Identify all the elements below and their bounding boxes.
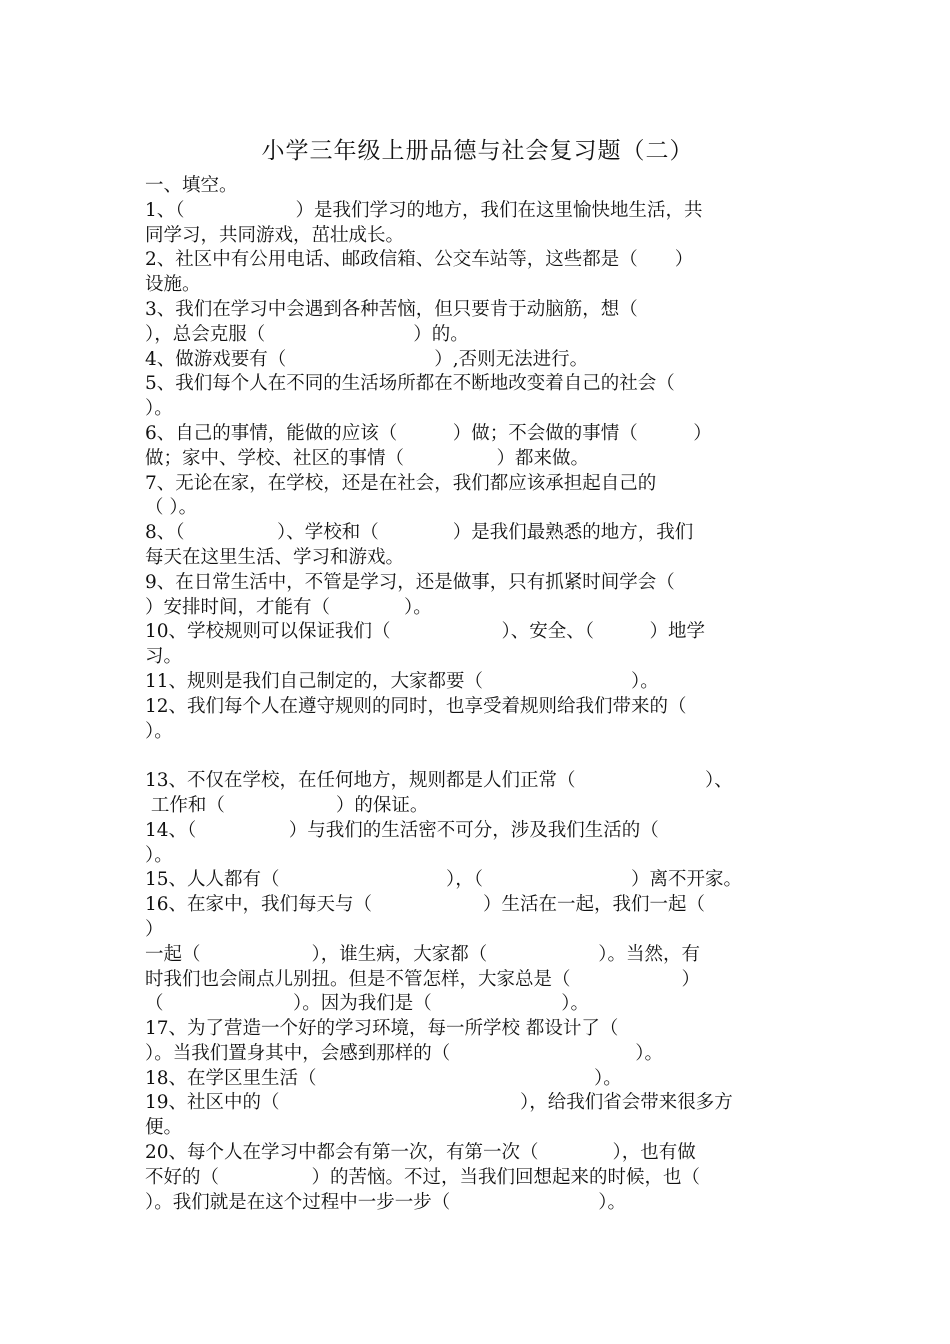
question-list bbox=[145, 199, 810, 1216]
question-line: 6、自己的事情，能做的应该（ ）做；不会做的事情（ ） bbox=[145, 422, 712, 444]
question-line: ）。 bbox=[145, 720, 173, 742]
question-line: 不好的（ ）的苦恼。不过，当我们回想起来的时候，也（ bbox=[145, 1166, 701, 1188]
question-line: 8、（ ）、学校和（ ）是我们最熟悉的地方，我们 bbox=[145, 522, 694, 544]
question-line: 每天在这里生活、学习和游戏。 bbox=[145, 546, 405, 568]
question-line: 13、不仅在学校，在任何地方，规则都是人们正常（ ）、 bbox=[145, 770, 733, 792]
question-line: 10、学校规则可以保证我们（ ）、安全、（ ）地学 bbox=[145, 621, 706, 643]
question-line: 15、人人都有（ ），（ ）离不开家。 bbox=[145, 869, 743, 891]
question-line: 20、每个人在学习中都会有第一次，有第一次（ ），也有做 bbox=[145, 1142, 696, 1164]
question-line: 1、（ ）是我们学习的地方，我们在这里愉快地生活，共 bbox=[145, 199, 703, 221]
question-line: ），总会克服（ ）的。 bbox=[145, 323, 469, 345]
question-line: 做；家中、学校、社区的事情（ ）都来做。 bbox=[145, 447, 590, 469]
question-line: 5、我们每个人在不同的生活场所都在不断地改变着自己的社会（ bbox=[145, 373, 675, 395]
question-line: 7、无论在家，在学校，还是在社会，我们都应该承担起自己的 bbox=[145, 472, 657, 494]
question-line: （ ）。因为我们是（ ）。 bbox=[145, 993, 590, 1015]
question-line: 16、在家中，我们每天与（ ）生活在一起，我们一起（ bbox=[145, 894, 706, 916]
section-heading: 一、填空。 bbox=[145, 175, 238, 196]
question-line: ）。 bbox=[145, 398, 173, 420]
question-line: 2、社区中有公用电话、邮政信箱、公交车站等，这些都是（ ） bbox=[145, 249, 694, 271]
question-line: 习。 bbox=[145, 646, 183, 668]
question-line: 同学习，共同游戏，茁壮成长。 bbox=[145, 224, 405, 246]
question-line: 时我们也会闹点儿别扭。但是不管怎样，大家总是（ ） bbox=[145, 968, 701, 990]
question-line: 17、为了营造一个好的学习环境，每一所学校 都设计了（ bbox=[145, 1018, 619, 1040]
question-line: ）。当我们置身其中，会感到那样的（ ）。 bbox=[145, 1042, 664, 1064]
question-line: ）。 bbox=[145, 844, 173, 866]
question-line: 一起（ ），谁生病，大家都（ ）。当然，有 bbox=[145, 943, 701, 965]
question-line bbox=[145, 744, 810, 769]
question-line: 14、（ ）与我们的生活密不可分，涉及我们生活的（ bbox=[145, 819, 659, 841]
question-line: ）。我们就是在这个过程中一步一步（ ）。 bbox=[145, 1191, 627, 1213]
question-line: 工作和（ ）的保证。 bbox=[145, 794, 429, 816]
question-line: 9、在日常生活中，不管是学习，还是做事，只有抓紧时间学会（ bbox=[145, 571, 675, 593]
question-line: （ ）。 bbox=[145, 497, 198, 519]
question-line: ）安排时间，才能有（ ）。 bbox=[145, 596, 432, 618]
question-line: ） bbox=[145, 918, 164, 940]
question-line: 4、做游戏要有（ ）,否则无法进行。 bbox=[145, 348, 589, 370]
document-title: 小学三年级上册品德与社会复习题（二） bbox=[261, 138, 694, 164]
question-line: 便。 bbox=[145, 1117, 183, 1139]
question-line: 11、规则是我们自己制定的，大家都要（ ）。 bbox=[145, 670, 659, 692]
question-line: 19、社区中的（ ），给我们省会带来很多方 bbox=[145, 1092, 733, 1114]
question-line: 18、在学区里生活（ ）。 bbox=[145, 1067, 622, 1089]
question-line: 设施。 bbox=[145, 274, 201, 296]
question-line: 3、我们在学习中会遇到各种苦恼，但只要肯于动脑筋，想（ bbox=[145, 298, 638, 320]
question-line: 12、我们每个人在遵守规则的同时，也享受着规则给我们带来的（ bbox=[145, 695, 687, 717]
